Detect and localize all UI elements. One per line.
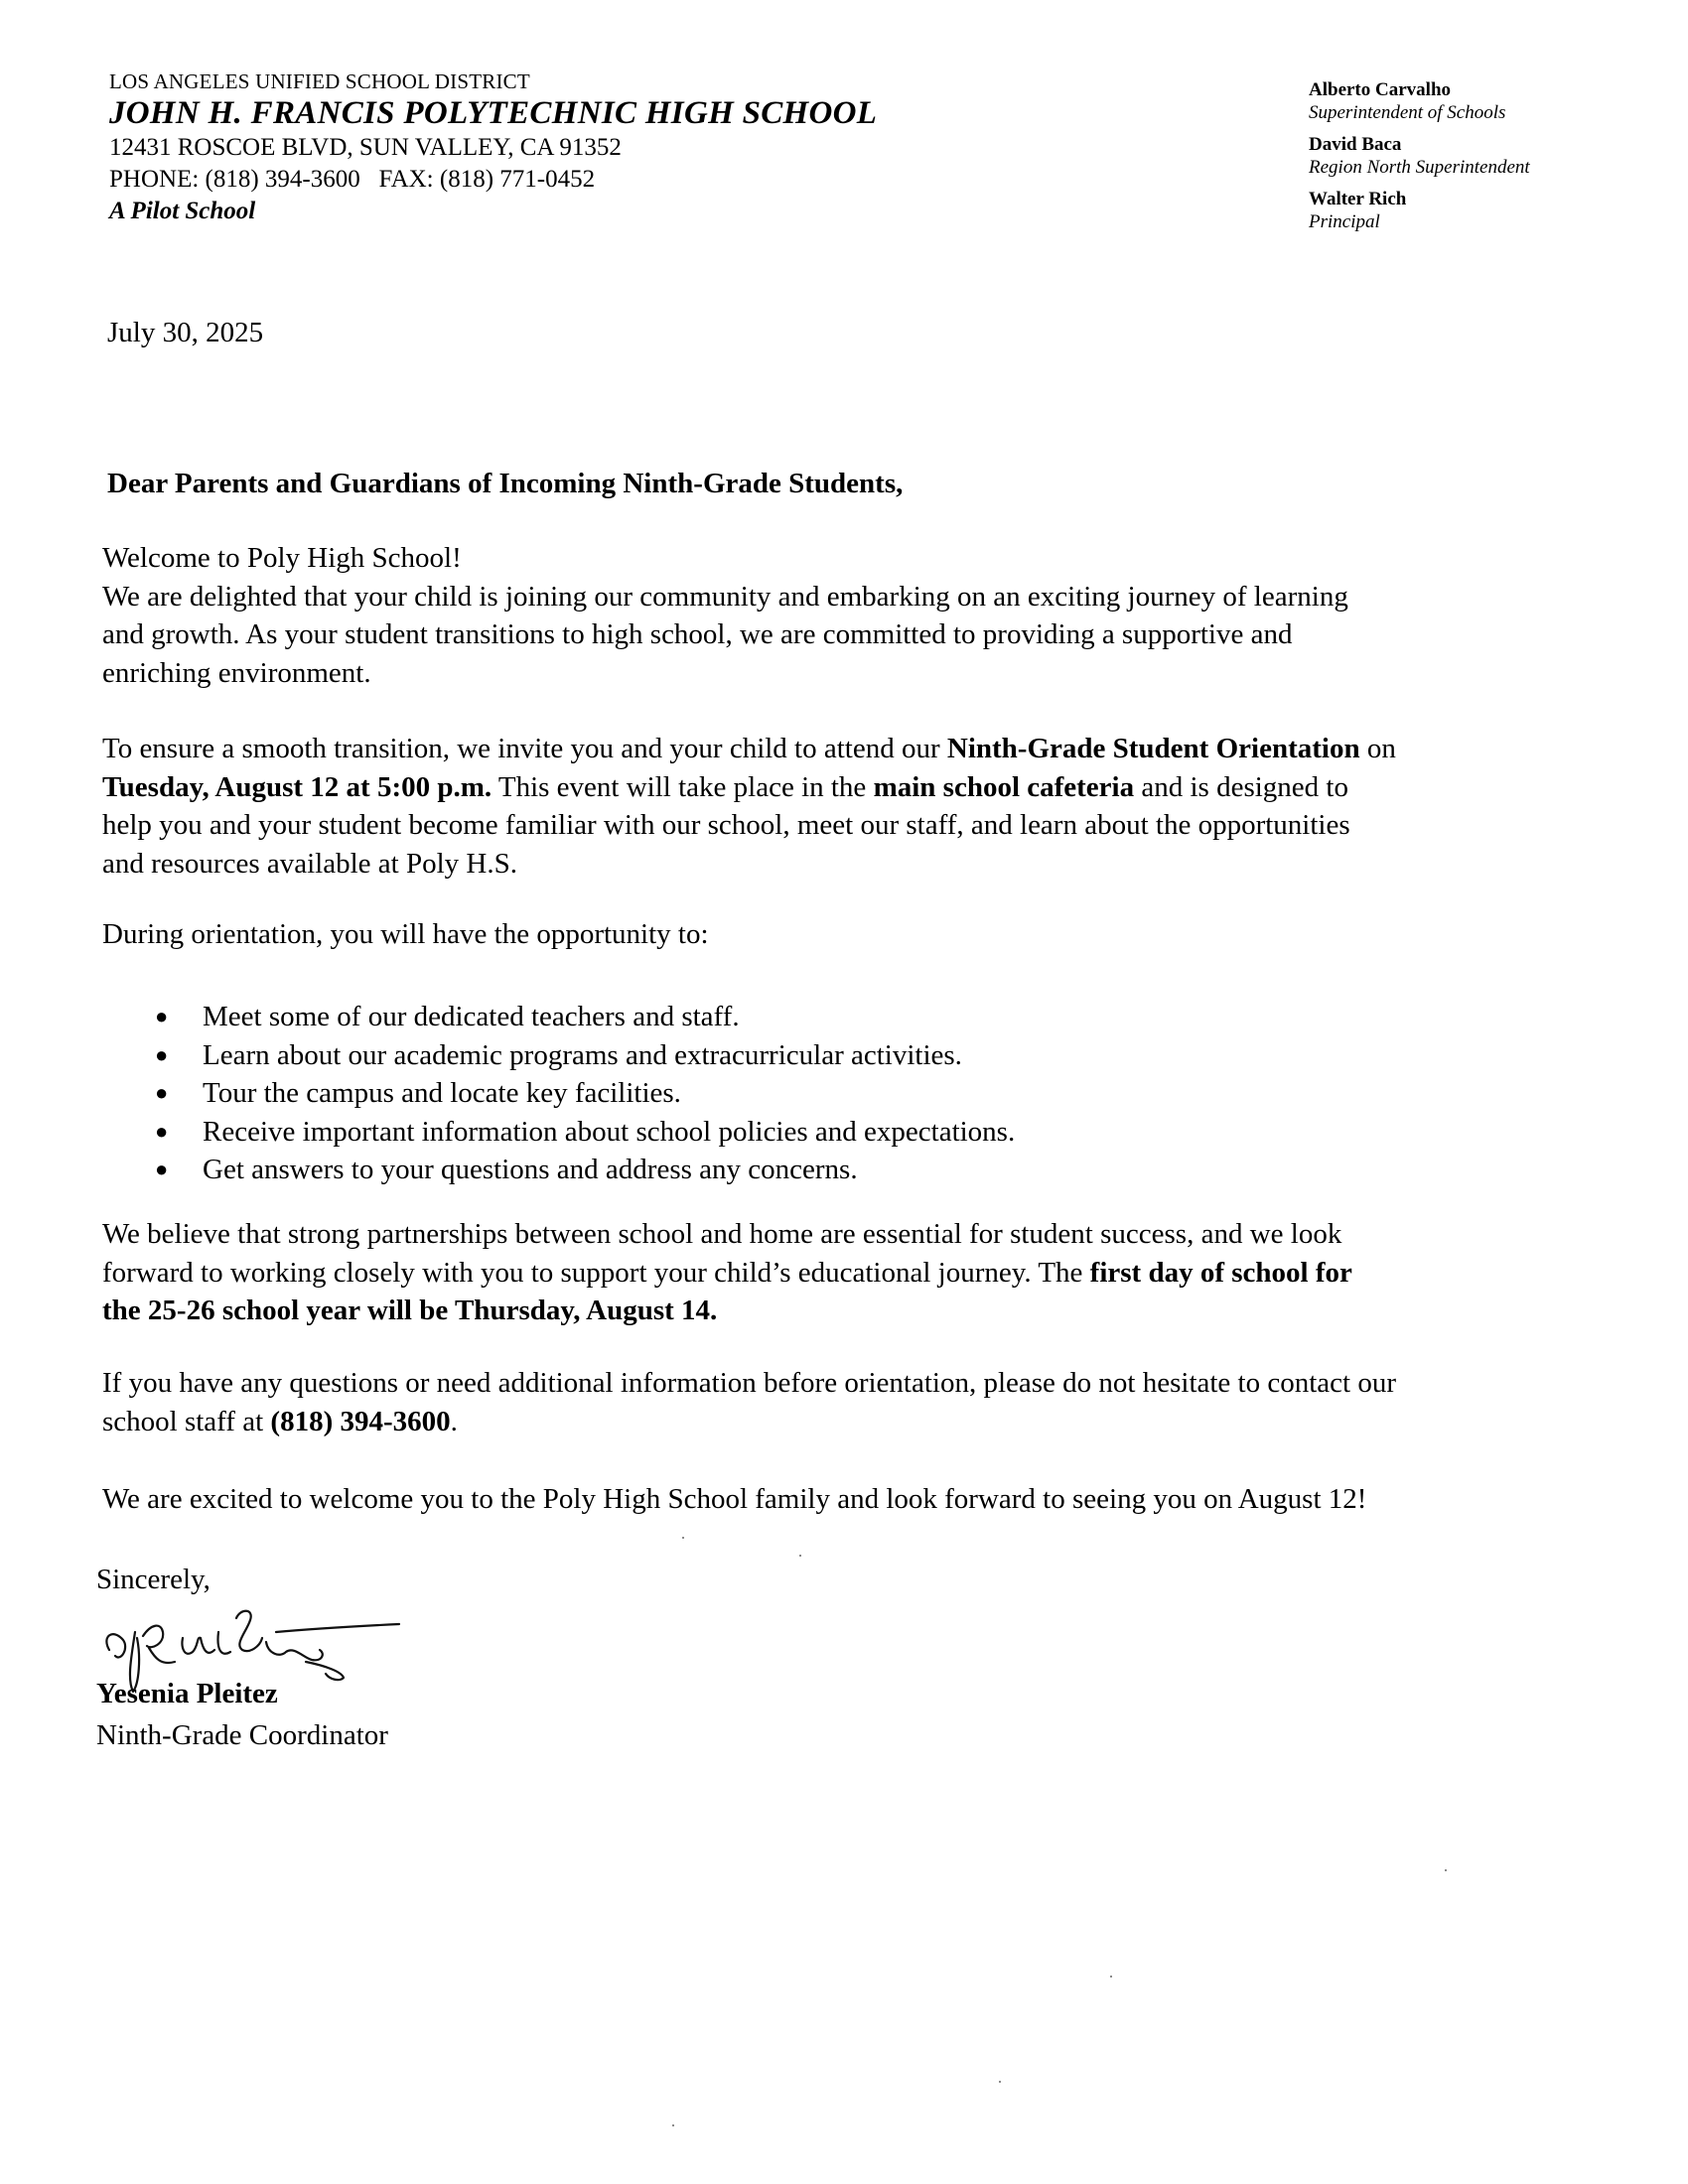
scan-speck xyxy=(799,1555,801,1557)
first-day-text: the 25-26 school year will be Thursday, August 14. xyxy=(102,1295,718,1326)
list-item xyxy=(149,1113,1440,1152)
orientation-line xyxy=(102,730,1631,768)
list-item xyxy=(149,998,1440,1036)
administrator-entry xyxy=(1309,78,1666,124)
orientation-text: This event will take place in the xyxy=(497,770,867,803)
list-item-text: Learn about our academic programs and extracurricular activities. xyxy=(203,1038,962,1071)
partnership-text: forward to working closely with you to support your child’s educational journey. The xyxy=(102,1256,1083,1289)
orientation-event-name: Ninth-Grade Student Orientation xyxy=(946,733,1360,764)
orientation-location: main school cafeteria xyxy=(873,770,1135,803)
list-item-text: Meet some of our dedicated teachers and staff. xyxy=(203,1001,740,1032)
intro-paragraph xyxy=(102,539,1631,692)
administrators-list xyxy=(1309,78,1666,242)
opportunities-intro: During orientation, you will have the opportunity to: xyxy=(102,918,709,950)
scan-speck xyxy=(1445,1869,1447,1871)
signer-name: Yesenia Pleitez xyxy=(96,1678,278,1709)
list-item-text: Tour the campus and locate key facilities. xyxy=(203,1077,681,1109)
contact-paragraph xyxy=(102,1364,1631,1440)
scan-speck xyxy=(672,2124,674,2126)
contact-text: . xyxy=(450,1405,458,1437)
partnership-paragraph xyxy=(102,1215,1631,1330)
administrator-entry xyxy=(1309,188,1666,233)
administrator-name: Walter Rich xyxy=(1309,189,1407,209)
scan-speck xyxy=(682,1537,684,1539)
school-fax: FAX: (818) 771-0452 xyxy=(378,166,596,193)
bullet-icon: ● xyxy=(155,1041,169,1067)
signer-title: Ninth-Grade Coordinator xyxy=(96,1719,388,1751)
bullet-icon: ● xyxy=(155,1080,169,1105)
contact-phone: (818) 394-3600 xyxy=(270,1405,451,1437)
scan-speck xyxy=(999,2081,1001,2083)
contact-text: school staff at xyxy=(102,1405,264,1437)
first-day-text: first day of school for xyxy=(1089,1256,1352,1289)
school-name: JOHN H. FRANCIS POLYTECHNIC HIGH SCHOOL xyxy=(109,95,878,131)
orientation-line: help you and your student become familiar with our school, meet our staff, and learn about the opportunities xyxy=(102,809,1350,841)
district-name: LOS ANGELES UNIFIED SCHOOL DISTRICT xyxy=(109,69,530,93)
partnership-line xyxy=(102,1254,1631,1293)
administrator-title: Superintendent of Schools xyxy=(1309,102,1506,123)
school-address: 12431 ROSCOE BLVD, SUN VALLEY, CA 91352 xyxy=(109,134,622,161)
contact-line xyxy=(102,1403,1631,1441)
orientation-event-time: Tuesday, August 12 at 5:00 p.m. xyxy=(102,770,492,803)
contact-line: If you have any questions or need additional information before orientation, please do not hesitate to contact our xyxy=(102,1367,1396,1399)
bullet-icon: ● xyxy=(155,1157,169,1181)
partnership-line xyxy=(102,1292,1631,1330)
intro-line: We are delighted that your child is joining our community and embarking on an exciting journey of learning xyxy=(102,580,1348,613)
administrator-entry xyxy=(1309,133,1666,179)
list-item xyxy=(149,1074,1440,1113)
school-phone: PHONE: (818) 394-3600 xyxy=(109,166,360,193)
orientation-text: and is designed to xyxy=(1141,770,1348,803)
salutation: Dear Parents and Guardians of Incoming Ninth-Grade Students, xyxy=(107,468,904,499)
school-contact-line xyxy=(109,164,1003,196)
orientation-paragraph xyxy=(102,730,1631,883)
partnership-line: We believe that strong partnerships between school and home are essential for student success, and we look xyxy=(102,1218,1342,1250)
intro-line: enriching environment. xyxy=(102,656,371,689)
administrator-name: Alberto Carvalho xyxy=(1309,79,1452,100)
opportunities-list xyxy=(149,998,1440,1189)
school-designation: A Pilot School xyxy=(109,198,256,224)
letterhead xyxy=(109,69,1003,227)
closing-paragraph: We are excited to welcome you to the Poly High School family and look forward to seeing you on August 12! xyxy=(102,1483,1367,1515)
bullet-icon: ● xyxy=(155,1118,169,1144)
orientation-text: To ensure a smooth transition, we invite you and your child to attend our xyxy=(102,733,940,764)
valediction: Sincerely, xyxy=(96,1564,211,1595)
orientation-line: and resources available at Poly H.S. xyxy=(102,847,517,880)
orientation-text: on xyxy=(1366,733,1396,764)
scan-speck xyxy=(1110,1976,1112,1978)
list-item-text: Receive important information about school policies and expectations. xyxy=(203,1115,1016,1148)
bullet-icon: ● xyxy=(155,1004,169,1028)
administrator-title: Region North Superintendent xyxy=(1309,157,1530,178)
administrator-title: Principal xyxy=(1309,211,1380,232)
list-item xyxy=(149,1151,1440,1189)
intro-line: and growth. As your student transitions to high school, we are committed to providing a supportive and xyxy=(102,618,1293,650)
orientation-line xyxy=(102,768,1631,807)
list-item xyxy=(149,1036,1440,1075)
letter-date: July 30, 2025 xyxy=(107,317,264,348)
welcome-line: Welcome to Poly High School! xyxy=(102,542,462,574)
administrator-name: David Baca xyxy=(1309,134,1402,155)
list-item-text: Get answers to your questions and address any concerns. xyxy=(203,1154,858,1185)
